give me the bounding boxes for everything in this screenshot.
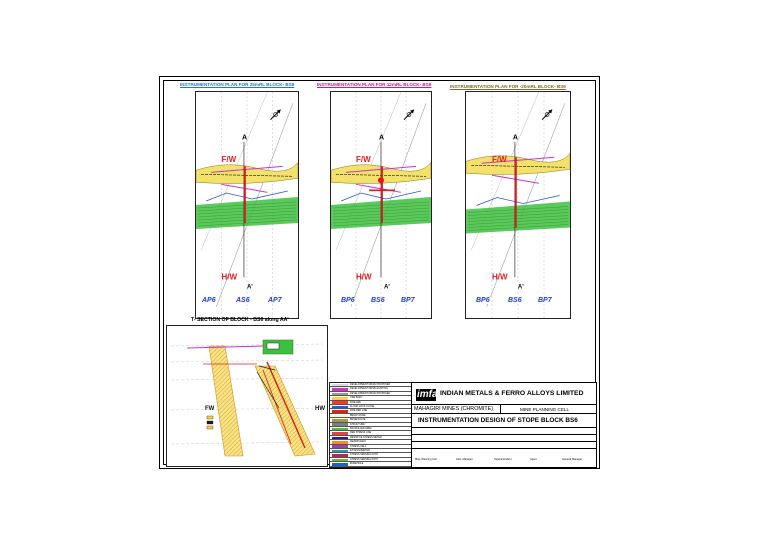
- north-arrow-icon: [271, 110, 281, 120]
- panel-title-3: INSTRUMENTATION PLAN FOR -20mRL BLOCK- BS6: [450, 84, 566, 89]
- legend-swatch: [332, 445, 348, 448]
- legend-swatch: [332, 454, 348, 457]
- mine-row: [412, 405, 596, 414]
- legend-label: RED STRESS LINE: [350, 431, 372, 435]
- drawing-title-row: [412, 414, 596, 428]
- axis-label: BS6: [371, 297, 385, 304]
- axis-label: AP7: [268, 297, 282, 304]
- legend-label: DEVELOPMENT DRIVE PROPOSED: [350, 391, 391, 395]
- drawing-title: INSTRUMENTATION DESIGN OF STOPE BLOCK BS6: [418, 417, 578, 424]
- legend-swatch: [332, 459, 348, 462]
- company-name: INDIAN METALS & FERRO ALLOYS LIMITED: [440, 390, 584, 397]
- axis-label: BP6: [341, 297, 355, 304]
- hangingwall-label: H/W: [356, 272, 372, 282]
- section-title: T- SECTION OF BLOCK - BS6 along AA': [191, 317, 289, 323]
- legend-label: FIRE ARE: [350, 400, 361, 404]
- legend-label: FIRE RED LINE: [350, 409, 368, 413]
- legend-swatch: [332, 415, 348, 418]
- legend-table: [329, 382, 413, 468]
- axis-label: AS6: [236, 297, 250, 304]
- signature-2: Asst. Manager: [456, 458, 473, 461]
- level-line: [171, 408, 323, 410]
- legend-label: BOREHOLE: [350, 462, 364, 466]
- hangingwall-label: H/W: [492, 272, 508, 282]
- indicator-block: [207, 416, 213, 419]
- imfa-logo: [416, 389, 436, 401]
- plan-drawing: [196, 92, 298, 318]
- section-mark-a-prime: A': [384, 284, 390, 291]
- axis-label: BP7: [401, 297, 415, 304]
- level-line: [171, 344, 323, 346]
- legend-label: STRUCTURE: [350, 422, 365, 426]
- legend-label: STRESS CELL: [350, 444, 367, 448]
- legend-label: FLOOR LOCK CLOSE: [350, 405, 375, 408]
- legend-swatch: [332, 450, 348, 453]
- legend-swatch: [332, 406, 348, 409]
- north-arrow-icon: [542, 110, 552, 120]
- legend-label: BENEFICIATE: [350, 418, 366, 422]
- axis-label: BS6: [508, 297, 522, 304]
- legend-label: DEVELOPMENT DRIVE PROPOSED: [350, 383, 391, 386]
- legend-swatch: [332, 384, 348, 387]
- stress-cell-marker: [378, 177, 384, 183]
- section-mark-a-prime: A': [517, 284, 524, 291]
- indicator-block: [207, 426, 213, 429]
- axis-label: AP6: [202, 297, 216, 304]
- ore-lens-right: [255, 366, 315, 456]
- legend-label: SEISMIC/GEO: [350, 440, 366, 444]
- legend-label: ORE BODY: [350, 396, 363, 400]
- signature-3: Superintendent: [494, 458, 512, 461]
- drive-box: [267, 343, 279, 349]
- footwall-label: F/W: [356, 155, 371, 165]
- section-mark-a: A: [512, 134, 518, 142]
- info-row-1: [412, 428, 596, 435]
- title-block: [411, 382, 597, 468]
- axis-label: BP6: [476, 297, 490, 304]
- signature-row: [412, 449, 596, 467]
- info-row-2: [412, 435, 596, 442]
- footwall-label: F/W: [221, 155, 237, 165]
- legend-swatch: [332, 393, 348, 396]
- level-line: [171, 360, 323, 362]
- legend-swatch: [332, 437, 348, 440]
- legend-swatch: [332, 423, 348, 426]
- plan-panel-minus20mrl: [465, 91, 571, 319]
- logo-text: imfa: [417, 389, 438, 400]
- legend-swatch: [332, 388, 348, 391]
- drawing-sheet: [159, 76, 600, 469]
- plan-drawing: [331, 92, 431, 318]
- panel-title-2: INSTRUMENTATION PLAN FOR 12mRL BLOCK- BS6: [317, 82, 432, 87]
- section-mark-a: A: [241, 134, 248, 142]
- cell-name: MINE PLANNING CELL: [520, 406, 570, 412]
- legend-label: STRESS SENSING PATH: [350, 453, 378, 457]
- legend-label: BACKFILLED AREA: [350, 427, 372, 430]
- signature-5: General Manager: [562, 458, 583, 461]
- legend-swatch: [332, 397, 348, 400]
- plan-panel-12mrl: [330, 91, 432, 319]
- panel-title-1: INSTRUMENTATION PLAN FOR 25mRL BLOCK- BS6: [180, 82, 295, 87]
- section-drawing: [167, 326, 327, 466]
- legend-swatch: [332, 432, 348, 435]
- axis-label: BP7: [538, 297, 552, 304]
- backfill-zone: [196, 197, 298, 229]
- signature-4: Agent: [530, 458, 537, 461]
- section-mark-a: A: [379, 134, 385, 142]
- legend-label: BENCH ZONE: [350, 413, 366, 417]
- north-arrow-icon: [404, 110, 414, 120]
- cross-section-panel: [166, 325, 328, 467]
- backfill-zone: [466, 202, 570, 234]
- hangingwall-marker: HW: [315, 406, 325, 412]
- legend-swatch: [332, 463, 348, 466]
- plan-drawing: [466, 92, 570, 318]
- legend-label: DEVELOPMENT DRIVE EXISTING: [350, 387, 388, 391]
- legend-row: [330, 462, 412, 466]
- footwall-marker: FW: [205, 406, 215, 412]
- legend-swatch: [332, 401, 348, 404]
- footwall-label: F/W: [492, 155, 507, 165]
- indicator-block: [207, 421, 213, 424]
- ore-lens-left: [209, 346, 243, 456]
- hangingwall-label: H/W: [221, 272, 238, 282]
- company-row: [412, 383, 596, 405]
- plan-panel-25mrl: [195, 91, 299, 319]
- legend-swatch: [332, 410, 348, 413]
- legend-swatch: [332, 428, 348, 431]
- level-line: [171, 378, 323, 380]
- legend-swatch: [332, 441, 348, 444]
- legend-swatch: [332, 419, 348, 422]
- info-row-3: [412, 442, 596, 449]
- legend-label: RESISTIVE STRESS METER: [350, 435, 382, 439]
- section-mark-a-prime: A': [246, 284, 253, 291]
- legend-label: EXTENSOMETER: [350, 449, 370, 452]
- legend-label: STRESS SENSING PATH: [350, 457, 378, 461]
- mine-name: MAHAGIRI MINES (CHROMITE): [414, 406, 494, 412]
- signature-1: Mine Planning Cell: [415, 458, 437, 461]
